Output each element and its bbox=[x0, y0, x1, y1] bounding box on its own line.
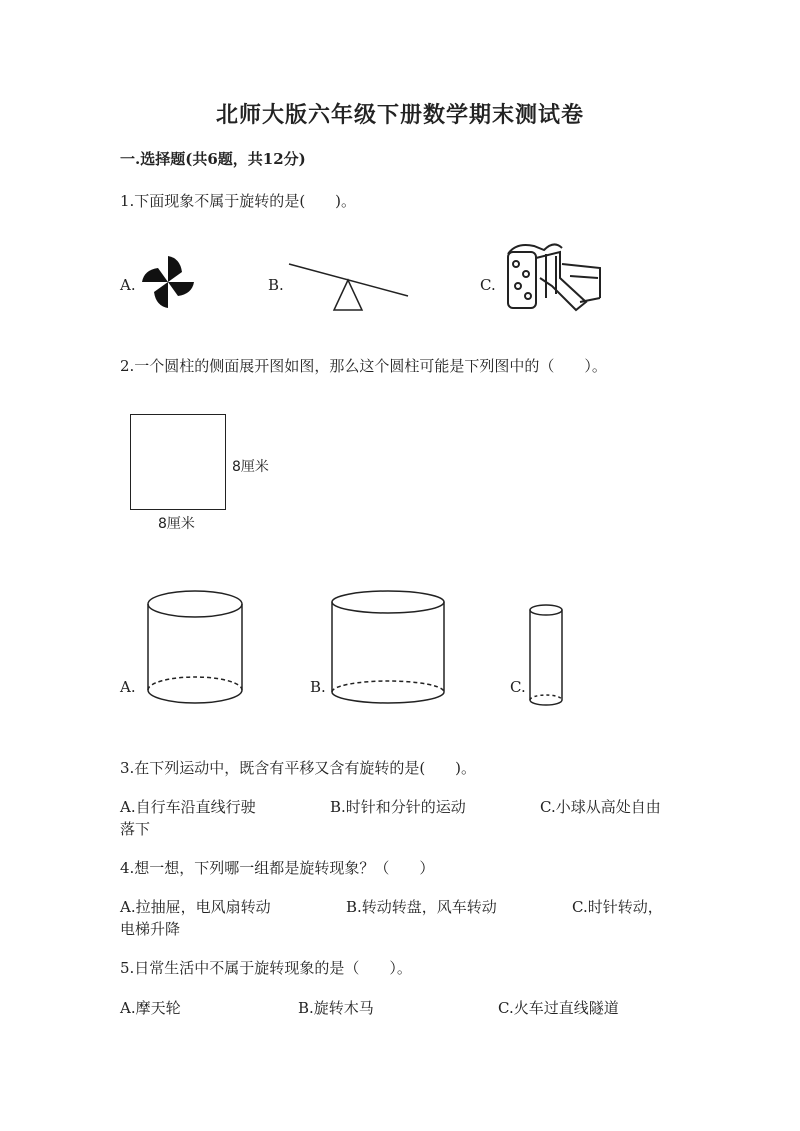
cylinder-c bbox=[528, 602, 566, 712]
square-bottom-label: 8厘米 bbox=[158, 516, 195, 532]
q3-option-a[interactable]: A.自行车沿直线行驶 bbox=[120, 798, 256, 816]
unfolded-lateral-surface-square bbox=[130, 414, 226, 510]
q1-option-b[interactable]: B. bbox=[268, 276, 284, 294]
q3-option-b[interactable]: B.时针和分针的运动 bbox=[330, 798, 466, 816]
question-3: 3.在下列运动中，既含有平移又含有旋转的是( )。 bbox=[120, 759, 477, 777]
q2-option-c[interactable]: C. bbox=[510, 678, 526, 696]
q3-option-c[interactable]: C.小球从高处自由 bbox=[540, 798, 661, 816]
q4-option-c[interactable]: C.时针转动， bbox=[572, 898, 663, 916]
q2-option-b[interactable]: B. bbox=[310, 678, 326, 696]
q2-option-a[interactable]: A. bbox=[120, 678, 136, 696]
q3-option-c-wrap: 落下 bbox=[120, 820, 151, 838]
question-4: 4.想一想，下列哪一组都是旋转现象？（ ） bbox=[120, 859, 435, 877]
seesaw-icon bbox=[286, 260, 412, 312]
square-side-label: 8厘米 bbox=[232, 459, 269, 475]
question-1: 1.下面现象不属于旋转的是( )。 bbox=[120, 192, 357, 210]
q4-option-a[interactable]: A.拉抽屉，电风扇转动 bbox=[120, 898, 271, 916]
pinwheel-icon bbox=[138, 252, 198, 312]
q4-option-c-wrap: 电梯升降 bbox=[120, 920, 181, 938]
q4-option-b[interactable]: B.转动转盘，风车转动 bbox=[346, 898, 497, 916]
question-5: 5.日常生活中不属于旋转现象的是（ ）。 bbox=[120, 959, 412, 977]
section-heading: 一.选择题(共6题，共12分) bbox=[120, 150, 306, 168]
question-2: 2.一个圆柱的侧面展开图如图，那么这个圆柱可能是下列图中的（ ）。 bbox=[120, 357, 607, 375]
q5-option-b[interactable]: B.旋转木马 bbox=[298, 999, 374, 1017]
page-title: 北师大版六年级下册数学期末测试卷 bbox=[215, 102, 584, 128]
q1-option-a[interactable]: A. bbox=[120, 276, 136, 294]
cylinder-a bbox=[146, 588, 246, 710]
slide-icon bbox=[500, 238, 606, 314]
q5-option-a[interactable]: A.摩天轮 bbox=[120, 999, 181, 1017]
q5-option-c[interactable]: C.火车过直线隧道 bbox=[498, 999, 619, 1017]
q1-option-c[interactable]: C. bbox=[480, 276, 496, 294]
cylinder-b bbox=[330, 588, 448, 710]
